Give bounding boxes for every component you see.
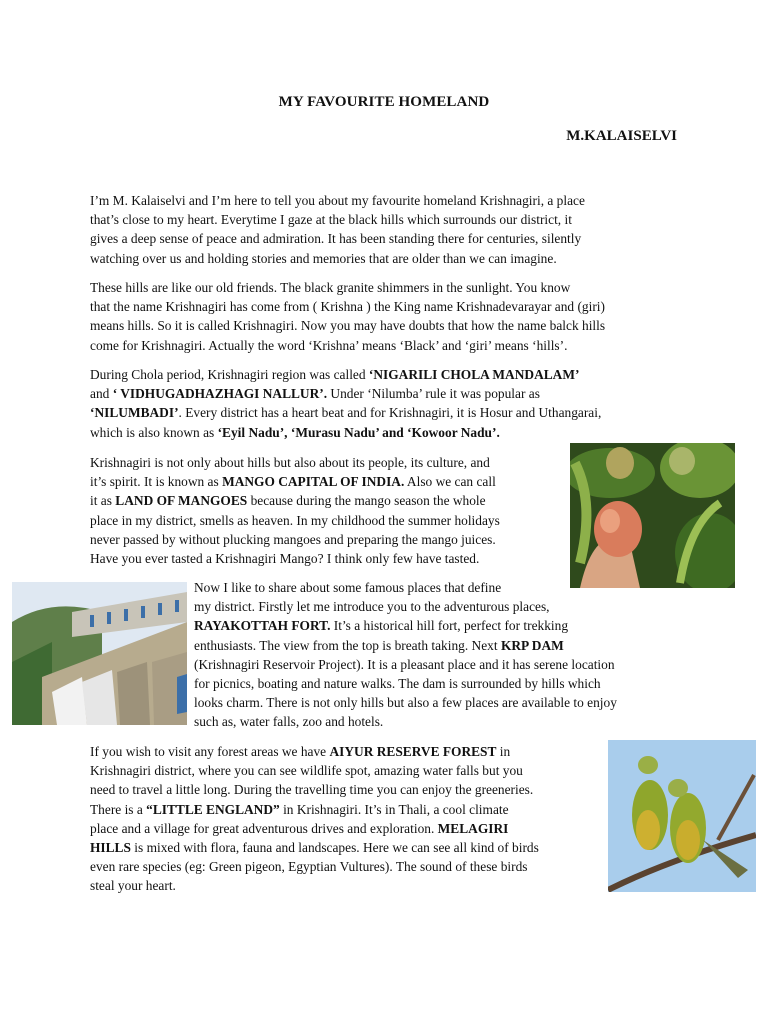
- text-run: place in my district, smells as heaven. In my childhood the summer holidays: [90, 512, 500, 528]
- text-run: Have you ever tasted a Krishnagiri Mango? I think only few have tasted.: [90, 551, 480, 567]
- green-pigeons-photo: [608, 740, 756, 892]
- bold-text: “LITTLE ENGLAND”: [146, 801, 280, 817]
- text-line: [194, 693, 617, 712]
- paragraph-5: [194, 578, 617, 732]
- mango-photo: [570, 443, 735, 588]
- bold-text: ‘NIGARILI CHOLA MANDALAM’: [368, 367, 580, 382]
- text-run: because during the mango season the whole: [247, 493, 486, 509]
- text-line: [90, 278, 605, 297]
- bold-text: LAND OF MANGOES: [115, 493, 248, 509]
- text-run: never passed by without plucking mangoes and preparing the mango juices.: [90, 531, 496, 547]
- text-run: in Krishnagiri. It’s in Thali, a cool climate: [279, 801, 509, 817]
- text-line: [90, 876, 539, 895]
- text-line: [90, 297, 605, 316]
- text-run: place and a village for great adventurous drives and exploration.: [90, 820, 438, 836]
- text-line: [90, 365, 601, 384]
- text-line: [194, 616, 617, 635]
- text-run: Krishnagiri is not only about hills but also about its people, its culture, and: [90, 455, 490, 470]
- text-run: even rare species (eg: Green pigeon, Egyptian Vultures). The sound of these birds: [90, 859, 528, 875]
- bold-text: ‘ VIDHUGADHAZHAGI NALLUR’.: [112, 386, 328, 402]
- text-run: looks charm. There is not only hills but also a few places are available to enjoy: [194, 695, 617, 711]
- text-run: Krishnagiri district, where you can see wildlife spot, amazing water falls but you: [90, 763, 523, 779]
- bold-text: KRP DAM: [500, 637, 564, 653]
- text-run: During Chola period, Krishnagiri region was called: [90, 367, 369, 382]
- text-run: watching over us and holding stories and memories that are older than we can imagine.: [90, 250, 557, 266]
- text-line: [90, 384, 601, 403]
- text-line: [90, 491, 500, 510]
- bold-text: MELAGIRI: [437, 820, 509, 836]
- text-run: Now I like to share about some famous places that define: [194, 580, 502, 595]
- text-line: [90, 800, 539, 819]
- text-run: I’m M. Kalaiselvi and I’m here to tell you about my favourite homeland Krishnagiri, a place: [90, 193, 585, 208]
- text-line: [90, 316, 605, 335]
- text-line: [90, 423, 601, 442]
- text-run: that’s close to my heart. Everytime I gaze at the black hills which surrounds our district, it: [90, 212, 572, 228]
- text-run: Also we can call: [404, 474, 496, 490]
- text-line: [194, 636, 617, 655]
- text-line: [194, 674, 617, 693]
- text-run: (Krishnagiri Reservoir Project). It is a pleasant place and it has serene location: [194, 656, 615, 672]
- text-line: [90, 403, 601, 422]
- krp-dam-photo: [12, 582, 187, 725]
- text-run: for picnics, boating and nature walks. The dam is surrounded by hills which: [194, 676, 601, 692]
- bold-text: MANGO CAPITAL OF INDIA.: [222, 474, 405, 490]
- text-run: and: [90, 386, 113, 402]
- text-run: There is a: [90, 801, 147, 817]
- paragraph-1: [90, 191, 585, 268]
- text-line: [90, 191, 585, 210]
- paragraph-3: [90, 365, 601, 442]
- text-line: [90, 819, 539, 838]
- text-line: [90, 336, 605, 355]
- text-run: These hills are like our old friends. The black granite shimmers in the sunlight. You know: [90, 280, 571, 295]
- page-title: MY FAVOURITE HOMELAND: [278, 94, 490, 110]
- text-run: gives a deep sense of peace and admiration. It has been standing there for centuries, silently: [90, 231, 582, 247]
- text-run: that the name Krishnagiri has come from ( Krishna ) the King name Krishnadevarayar and (giri): [90, 299, 605, 315]
- text-line: [90, 857, 539, 876]
- text-line: [90, 210, 585, 229]
- text-line: [90, 249, 585, 268]
- text-run: which is also known as: [90, 424, 218, 440]
- text-run: . Every district has a heart beat and for Krishnagiri, it is Hosur and Uthangarai,: [178, 405, 602, 421]
- text-run: is mixed with flora, fauna and landscapes. Here we can see all kind of birds: [130, 840, 539, 856]
- text-run: it as: [90, 493, 116, 509]
- paragraph-2: [90, 278, 605, 355]
- author-name: M.KALAISELVI: [566, 128, 677, 144]
- paragraph-6: [90, 742, 539, 896]
- text-line: [90, 511, 500, 530]
- text-run: it’s spirit. It is known as: [90, 474, 223, 490]
- text-run: come for Krishnagiri. Actually the word ‘Krishna’ means ‘Black’ and ‘giri’ means ‘hills’.: [90, 337, 568, 353]
- text-run: such as, water falls, zoo and hotels.: [194, 714, 384, 730]
- text-run: Under ‘Nilumba’ rule it was popular as: [327, 386, 540, 402]
- text-line: [90, 838, 539, 857]
- bold-text: ‘NILUMBADI’: [90, 405, 179, 421]
- text-line: [194, 712, 617, 731]
- text-line: [90, 472, 500, 491]
- text-line: [194, 578, 617, 597]
- bold-text: AIYUR RESERVE FOREST: [329, 744, 497, 759]
- text-line: [90, 453, 500, 472]
- text-line: [90, 229, 585, 248]
- text-run: my district. Firstly let me introduce you to the adventurous places,: [194, 599, 550, 615]
- text-run: It’s a historical hill fort, perfect for trekking: [330, 618, 569, 634]
- text-line: [90, 761, 539, 780]
- text-line: [90, 780, 539, 799]
- text-run: enthusiasts. The view from the top is breath taking. Next: [194, 637, 501, 653]
- bold-text: HILLS: [90, 840, 131, 856]
- text-line: [194, 597, 617, 616]
- text-run: If you wish to visit any forest areas we have: [90, 744, 330, 759]
- text-line: [194, 655, 617, 674]
- text-run: steal your heart.: [90, 878, 176, 894]
- paragraph-4: [90, 453, 500, 568]
- text-run: in: [496, 744, 511, 759]
- text-run: need to travel a little long. During the travelling time you can enjoy the greeneries.: [90, 782, 534, 798]
- text-line: [90, 530, 500, 549]
- text-run: means hills. So it is called Krishnagiri. Now you may have doubts that how the name balck hills: [90, 318, 606, 334]
- bold-text: ‘Eyil Nadu’, ‘Murasu Nadu’ and ‘Kowoor Nadu’.: [217, 424, 500, 440]
- text-line: [90, 742, 539, 761]
- bold-text: RAYAKOTTAH FORT.: [194, 618, 331, 634]
- text-line: [90, 549, 500, 568]
